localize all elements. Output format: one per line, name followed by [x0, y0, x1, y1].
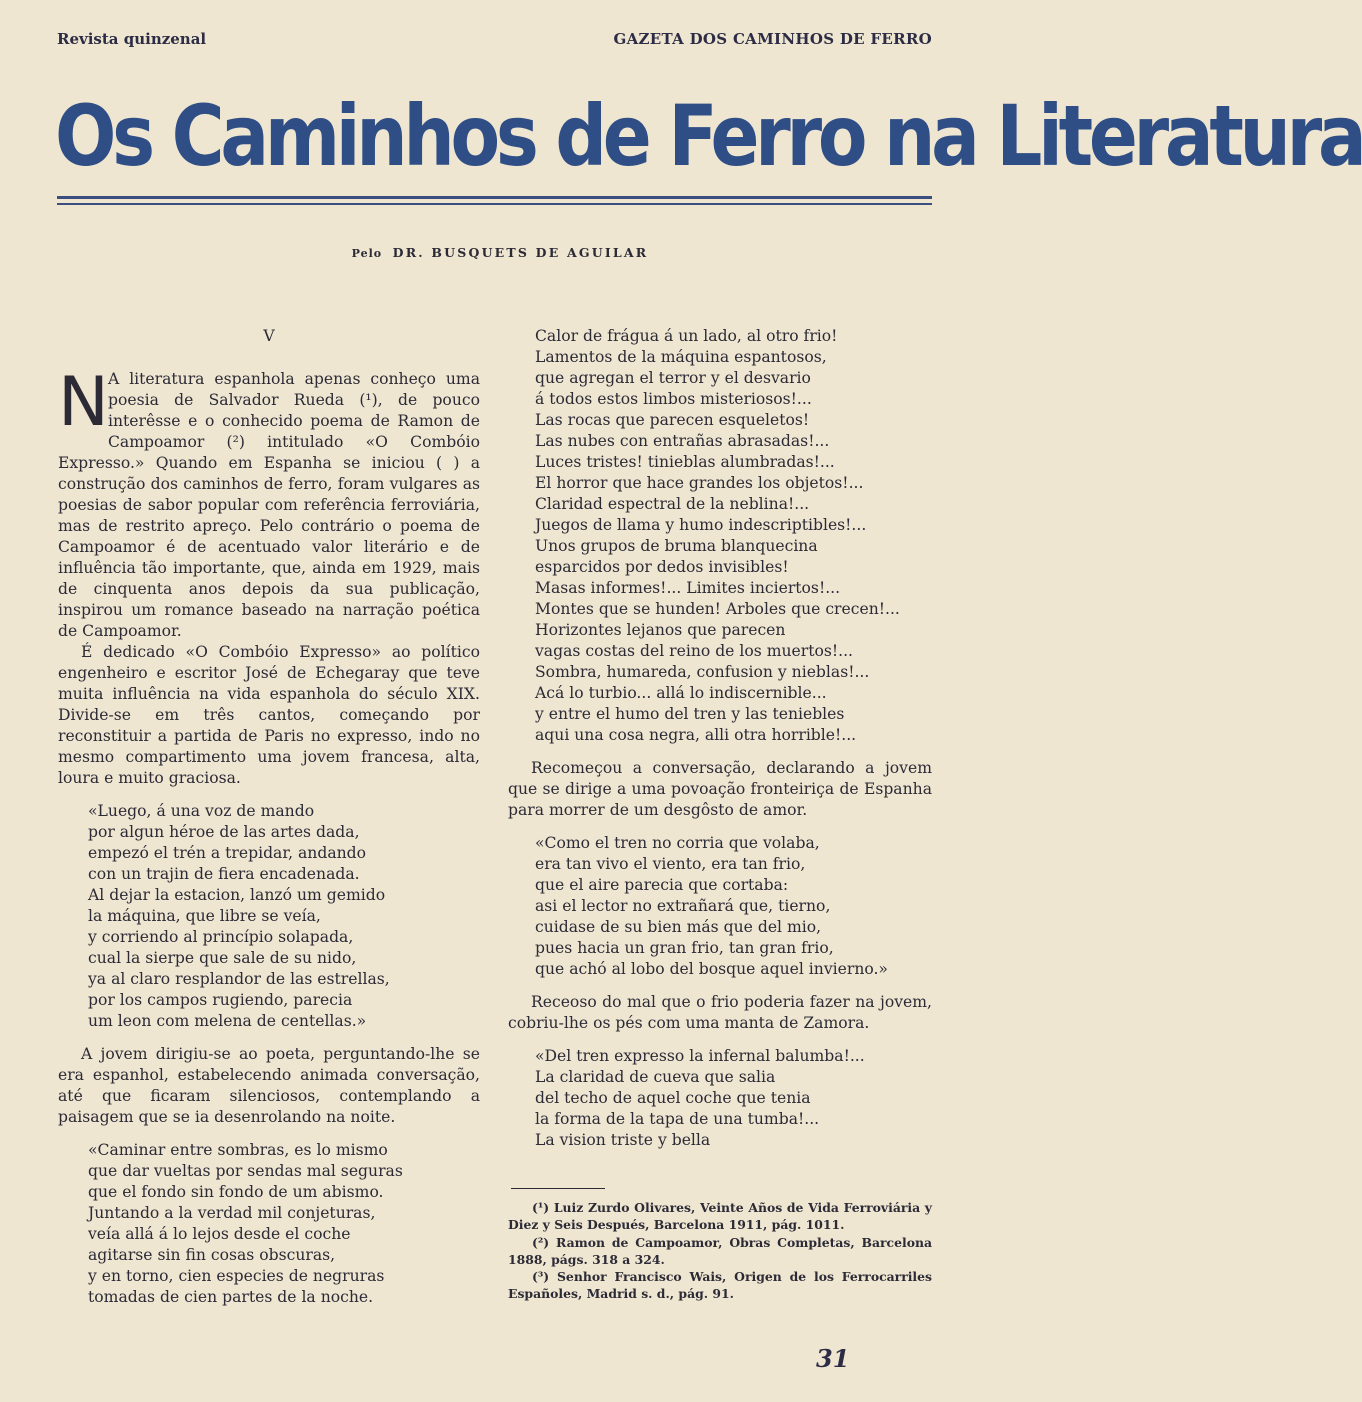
verse-line: cuidase de su bien más que del mio, [535, 918, 822, 936]
verse-line: era tan vivo el viento, era tan frio, [535, 855, 806, 873]
verse-line: y entre el humo del tren y las teniebles [535, 705, 845, 723]
verse-line: cual la sierpe que sale de su nido, [88, 949, 357, 967]
verse-line: Masas informes!... Limites inciertos!... [535, 579, 841, 597]
verse-line: pues hacia un gran frio, tan gran frio, [535, 939, 834, 957]
verse-line: del techo de aquel coche que tenia [535, 1089, 811, 1107]
verse-line: asi el lector no extrañará que, tierno, [535, 897, 831, 915]
verse-line: por los campos rugiendo, parecia [88, 991, 353, 1009]
paragraph-1 [58, 363, 480, 642]
verse-line: y corriendo al princípio solapada, [88, 928, 354, 946]
verse-line: Unos grupos de bruma blanquecina [535, 537, 818, 555]
verse-line: que achó al lobo del bosque aquel invierno.» [535, 960, 888, 978]
section-number: V [263, 327, 275, 345]
paragraph-2: É dedicado «O Combóio Expresso» ao político engenheiro e escritor José de Echegaray que teve muita influência na vida espanhola do século XIX. Divide-se em três cantos, começando por reconstituir a partida de Paris no expresso, indo no mesmo compartimento uma jovem francesa, alta, loura e muito graciosa. [58, 643, 480, 787]
right-column [508, 326, 932, 1151]
footnote-2: (²) Ramon de Campoamor, Obras Completas, Barcelona 1888, págs. 318 a 324. [508, 1234, 932, 1267]
verse-line: La claridad de cueva que salia [535, 1068, 776, 1086]
footnotes [508, 1199, 932, 1303]
verse-line: la máquina, que libre se veía, [88, 907, 321, 925]
paragraph-1-text: A literatura espanhola apenas conheço uma poesia de Salvador Rueda (¹), de pouco interêsse e o conhecido poema de Ramon de Campoamor (²) intitulado «O Combóio Expresso.» Quando em Espanha se iniciou ( ) a construção dos caminhos de ferro, foram vulgares as poesias de sabor popular com referência ferroviária, mas de restrito apreço. Pelo contrário o poema de Campoamor é de acentuado valor literário e de influência tão importante, que, ainda em 1929, mais de cinquenta anos depois da sua publicação, inspirou um romance baseado na narração poética de Campoamor. [58, 370, 480, 640]
verse-line: por algun héroe de las artes dada, [88, 823, 360, 841]
verse-line: que dar vueltas por sendas mal seguras [88, 1162, 403, 1180]
verse-line: «Como el tren no corria que volaba, [535, 834, 820, 852]
verse-line: Calor de frágua á un lado, al otro frio! [535, 327, 838, 345]
verse-line: la forma de la tapa de una tumba!... [535, 1110, 820, 1128]
verse-line: Juntando a la verdad mil conjeturas, [88, 1204, 376, 1222]
verse-line: «Luego, á una voz de mando [88, 802, 315, 820]
verse-line: Lamentos de la máquina espantosos, [535, 348, 827, 366]
verse-block-5 [508, 1046, 932, 1151]
verse-line: á todos estos limbos misteriosos!... [535, 390, 812, 408]
verse-line: Acá lo turbio... allá lo indiscernible... [535, 684, 827, 702]
drop-cap: N [58, 363, 109, 442]
verse-line: veía allá á lo lejos desde el coche [88, 1225, 351, 1243]
verse-line: Claridad espectral de la neblina!... [535, 495, 810, 513]
article-title: Os Caminhos de Ferro na Literatura [55, 87, 1362, 185]
verse-line: aqui una cosa negra, alli otra horrible!... [535, 726, 857, 744]
verse-line: «Caminar entre sombras, es lo mismo [88, 1141, 388, 1159]
footnote-1: (¹) Luiz Zurdo Olivares, Veinte Años de Vida Ferroviária y Diez y Seis Después, Barcelona 1911, pág. 1011. [508, 1200, 932, 1233]
verse-line: Las nubes con entrañas abrasadas!... [535, 432, 830, 450]
verse-line: La vision triste y bella [535, 1131, 711, 1149]
byline-prefix: Pelo [351, 247, 383, 260]
verse-line: Montes que se hunden! Arboles que crecen!... [535, 600, 900, 618]
verse-line: agitarse sin fin cosas obscuras, [88, 1246, 336, 1264]
paragraph-4: Recomeçou a conversação, declarando a jovem que se dirige a uma povoação fronteiriça de Espanha para morrer de um desgôsto de amor. [508, 759, 932, 819]
page-number: 31 [816, 1344, 850, 1373]
verse-line: Juegos de llama y humo indescriptibles!... [535, 516, 867, 534]
verse-line: que agregan el terror y el desvario [535, 369, 811, 387]
verse-line: um leon com melena de centellas.» [88, 1012, 367, 1030]
title-rule-thick [57, 196, 932, 199]
verse-line: empezó el trén a trepidar, andando [88, 844, 367, 862]
verse-line: que el fondo sin fondo de um abismo. [88, 1183, 384, 1201]
verse-line: Luces tristes! tinieblas alumbradas!... [535, 453, 835, 471]
verse-line: Horizontes lejanos que parecen [535, 621, 786, 639]
paragraph-5: Receoso do mal que o frio poderia fazer na jovem, cobriu-lhe os pés com uma manta de Zamora. [508, 993, 932, 1032]
paragraph-3: A jovem dirigiu-se ao poeta, perguntando-lhe se era espanhol, estabelecendo animada conversação, até que ficaram silenciosos, contemplando a paisagem que se ia desenrolando na noite. [58, 1045, 480, 1126]
verse-line: que el aire parecia que cortaba: [535, 876, 789, 894]
left-column [58, 326, 480, 1308]
verse-line: vagas costas del reino de los muertos!... [535, 642, 854, 660]
verse-line: El horror que hace grandes los objetos!... [535, 474, 864, 492]
verse-line: «Del tren expresso la infernal balumba!... [535, 1047, 865, 1065]
byline-author: DR. BUSQUETS DE AGUILAR [392, 245, 649, 260]
verse-line: tomadas de cien partes de la noche. [88, 1288, 374, 1306]
verse-line: esparcidos por dedos invisibles! [535, 558, 789, 576]
verse-line: Al dejar la estacion, lanzó um gemido [88, 886, 386, 904]
verse-line: ya al claro resplandor de las estrellas, [88, 970, 390, 988]
byline [0, 245, 1000, 260]
footnote-rule [511, 1188, 605, 1189]
verse-block-4 [508, 833, 932, 980]
footnote-3: (³) Senhor Francisco Wais, Origen de los Ferrocarriles Españoles, Madrid s. d., pág. 91. [508, 1269, 932, 1302]
verse-block-2 [58, 1140, 480, 1308]
verse-block-3 [508, 326, 932, 746]
running-head-right: GAZETA DOS CAMINHOS DE FERRO [613, 30, 932, 48]
verse-line: y en torno, cien especies de negruras [88, 1267, 385, 1285]
title-rule-thin [57, 203, 932, 205]
verse-line: con un trajin de fiera encadenada. [88, 865, 360, 883]
verse-line: Sombra, humareda, confusion y nieblas!... [535, 663, 870, 681]
verse-line: Las rocas que parecen esqueletos! [535, 411, 810, 429]
running-head-left: Revista quinzenal [57, 30, 207, 48]
verse-block-1 [58, 801, 480, 1032]
